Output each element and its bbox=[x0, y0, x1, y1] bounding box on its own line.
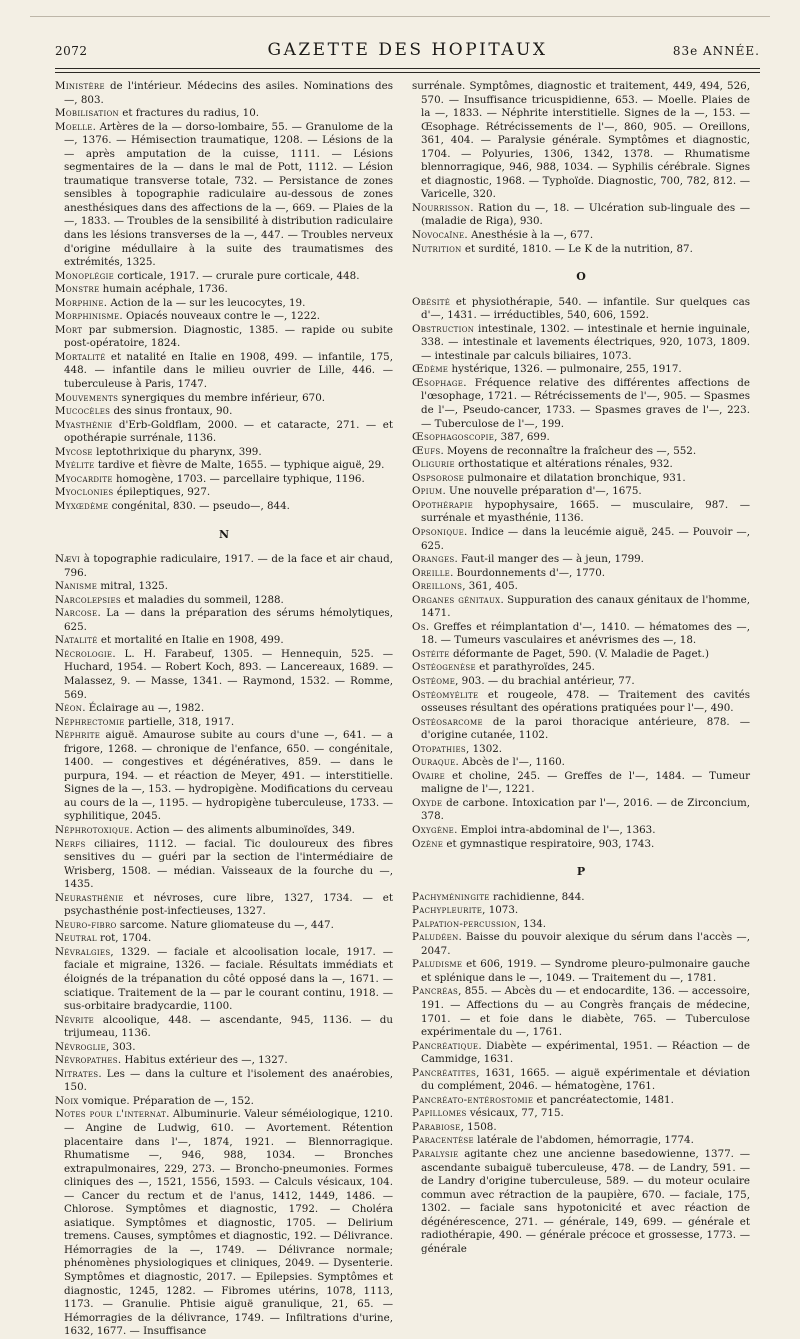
entry-text: , 134. bbox=[516, 917, 547, 930]
index-entry bbox=[412, 567, 750, 581]
entry-headword: Moelle bbox=[55, 120, 93, 133]
index-entry bbox=[412, 716, 750, 743]
index-entry-continuation bbox=[412, 80, 750, 202]
section-letter: O bbox=[576, 270, 586, 284]
entry-headword: Mycose bbox=[55, 445, 93, 458]
index-entry bbox=[55, 283, 393, 297]
index-entry bbox=[412, 675, 750, 689]
right-column bbox=[412, 80, 750, 1256]
entry-headword: Myocardite bbox=[55, 472, 113, 485]
index-entry bbox=[412, 363, 750, 377]
entry-text: par submersion. Diagnostic, 1385. — rapide ou subite post-opératoire, 1824. bbox=[64, 323, 393, 350]
entry-headword: Mort bbox=[55, 323, 83, 336]
index-entry bbox=[55, 446, 393, 460]
index-entry bbox=[55, 932, 393, 946]
entry-headword: Neutral bbox=[55, 932, 97, 945]
entry-text: rachidienne, 844. bbox=[489, 890, 585, 903]
entry-text: . Emploi intra-abdominal de l'—, 1363. bbox=[454, 823, 656, 836]
entry-text: . Albuminurie. Valeur séméiologique, 1210. — Angine de Ludwig, 610. — Avortement. Rétention placentaire dans l'—, 1874, 1921. — Blennorragique. Rhumatisme —, 946, 988, 1034. — Bronches extrapulmonaires, 229, 273. — Broncho-pneumonies. Formes cliniques des —, 1521, 1556, 1593. — Calculs vésicaux, 104. — Cancer du rectum et de l'anus, 1412, 1449, 1486. — Chlorose. Symptômes et diagnostic, 1792. — Choléra asiatique. Symptômes et diagnostic, 1705. — Delirium tremens. Causes, symptômes et diagnostic, 192. — Délivrance. Hémorragies de la —, 1749. — Délivrance normale; phénomènes physiologiques et cliniques, 2049. — Dysenterie. Symptômes et diagnostic, 2017. — Epilepsies. Symptômes et diagnostic, 1245, 1282. — Fibromes utérins, 1078, 1113, 1173. — Granulie. Phtisie aiguë granulique, 21, 65. — Hémorragies de la délivrance, 1749. — Infiltrations d'urine, 1632, 1677. — Insuffisance bbox=[64, 1108, 393, 1338]
index-entry bbox=[55, 419, 393, 446]
entry-headword: Néphrectomie bbox=[55, 715, 125, 728]
entry-text: d'Erb-Goldflam, 2000. — et cataracte, 271. — et opothérapie surrénale, 1136. bbox=[64, 418, 393, 445]
entry-headword: Œdème bbox=[412, 363, 449, 376]
index-entry bbox=[412, 458, 750, 472]
entry-headword: Pancréatites bbox=[412, 1066, 477, 1079]
entry-headword: Nævi bbox=[55, 553, 81, 566]
entry-text: . L. H. Farabeuf, 1305. — Hennequin, 525. — Huchard, 1954. — Robert Koch, 893. — Lancereaux, 1689. — Malassez, 9. — Masse, 1341. — Raymond, 1532. — Romme, 569. bbox=[64, 647, 393, 701]
entry-text: corticale, 1917. — crurale pure corticale, 448. bbox=[114, 269, 360, 282]
index-entry bbox=[412, 958, 750, 985]
entry-text: et fractures du radius, 10. bbox=[118, 107, 260, 120]
entry-text: des sinus frontaux, 90. bbox=[110, 405, 233, 418]
index-entry bbox=[412, 1040, 750, 1067]
entry-headword: Nourrisson bbox=[412, 201, 471, 214]
journal-title: GAZETTE DES HOPITAUX bbox=[267, 40, 548, 60]
entry-headword: Novocaïne bbox=[412, 229, 465, 242]
page-number: 2072 bbox=[55, 44, 88, 58]
entry-text: et rougeole, 478. — Traitement des cavités osseuses résultant des opérations pratiquées pour l'—, 490. bbox=[421, 688, 750, 715]
entry-text: , 855. — Abcès du — et endocardite, 136. — accessoire, 191. — Affections du — au Congrès français de médecine, 1701. — et foie dans le diabète, 765. — Tuberculose expérimentale du —, 1761. bbox=[421, 985, 750, 1039]
entry-headword: Nitrates bbox=[55, 1067, 99, 1080]
entry-text: . Opiacés nouveaux contre le —, 1222. bbox=[119, 310, 321, 323]
entry-headword: Natalité bbox=[55, 634, 98, 647]
entry-headword: Paludéen bbox=[412, 931, 459, 944]
entry-headword: Néphrite bbox=[55, 729, 101, 742]
entry-text: . Habitus extérieur des —, 1327. bbox=[117, 1054, 288, 1067]
entry-headword: Œufs bbox=[412, 444, 441, 457]
index-entry bbox=[55, 729, 393, 824]
entry-text: . Greffes et réimplantation d'—, 1410. — hématomes des —, 18. — Tumeurs vasculaires et anévrismes des —, 18. bbox=[421, 620, 750, 647]
entry-headword: Mortalité bbox=[55, 350, 106, 363]
entry-headword: Ostéome bbox=[412, 674, 456, 687]
index-entry bbox=[412, 1067, 750, 1094]
index-entry bbox=[55, 351, 393, 392]
entry-headword: Narcolepsies bbox=[55, 593, 121, 606]
entry-text: . Éclairage au —, 1982. bbox=[82, 702, 205, 715]
entry-text: . Baisse du pouvoir alexique du sérum dans l'accès —, 2047. bbox=[421, 931, 750, 957]
index-entry bbox=[55, 580, 393, 594]
index-entry bbox=[412, 648, 750, 662]
section-letter: P bbox=[576, 865, 586, 879]
index-entry bbox=[412, 904, 750, 918]
entry-headword: Pachypleurite bbox=[412, 904, 483, 917]
entry-headword: Opium bbox=[412, 485, 443, 498]
index-entry bbox=[55, 716, 393, 730]
index-entry bbox=[412, 1107, 750, 1121]
entry-text: à topographie radiculaire, 1917. — de la face et air chaud, 796. bbox=[64, 553, 393, 579]
entry-text: pulmonaire et dilatation bronchique, 931. bbox=[464, 471, 686, 484]
entry-text: et névroses, cure libre, 1327, 1734. — et psychasthénie post-infectieuses, 1327. bbox=[64, 891, 393, 918]
entry-text: et natalité en Italie en 1908, 499. — infantile, 175, 448. — infantile dans le milieu ouvrier de Lille, 446. — tuberculeuse à Paris, 1747. bbox=[64, 350, 393, 391]
entry-headword: Mobilisation bbox=[55, 107, 119, 120]
entry-text: aiguë. Amaurose subite au cours d'une —, 641. — a frigore, 1268. — chronique de l'enfance, 650. — congénitale, 1400. — congestives et dégénératives, 859. — dans le purpura, 194. — et réaction de Meyer, 491. — interstitielle. Signes de la —, 153. — hydropigène. Modifications du cerveau au cours de la —, 1195. — hydropigène tuberculeuse, 1733. — syphilitique, 2045. bbox=[64, 729, 393, 823]
entry-text: , 903. — du brachial antérieur, 77. bbox=[455, 674, 635, 687]
entry-headword: Névrite bbox=[55, 1013, 95, 1026]
entry-text: de carbone. Intoxication par l'—, 2016. — de Zirconcium, 378. bbox=[421, 796, 750, 823]
entry-text: intestinale, 1302. — intestinale et hernie inguinale, 338. — intestinale et lavements électriques, 920, 1073, 1809. — intestinale par calculs biliaires, 1073. bbox=[421, 322, 750, 362]
index-entry bbox=[412, 689, 750, 716]
index-entry bbox=[412, 824, 750, 838]
entry-headword: Œsophagoscopie bbox=[412, 431, 495, 444]
entry-headword: Mouvements bbox=[55, 391, 119, 404]
entry-text: . Action de la — sur les leucocytes, 19. bbox=[103, 296, 306, 309]
entry-headword: Myélite bbox=[55, 459, 95, 472]
entry-text: leptothrixique du pharynx, 399. bbox=[92, 445, 262, 458]
index-entry bbox=[55, 838, 393, 892]
entry-headword: Nutrition bbox=[412, 242, 462, 255]
entry-text: , 1508. bbox=[460, 1120, 497, 1133]
entry-text: . Faut-il manger des — à jeun, 1799. bbox=[454, 553, 644, 566]
entry-text: tardive et fièvre de Malte, 1655. — typhique aiguë, 29. bbox=[94, 459, 385, 472]
entry-text: , 387, 699. bbox=[494, 431, 550, 444]
entry-text: . Anesthésie à la —, 677. bbox=[464, 229, 594, 242]
page-header bbox=[55, 40, 760, 64]
entry-headword: Ozène bbox=[412, 837, 444, 850]
entry-headword: Opothérapie bbox=[412, 498, 473, 511]
entry-headword: Notes pour l'internat bbox=[55, 1108, 167, 1121]
entry-text: , 361, 405. bbox=[462, 580, 518, 593]
entry-headword: Morphine bbox=[55, 296, 104, 309]
entry-text: épileptiques, 927. bbox=[113, 486, 211, 499]
section-letter: N bbox=[218, 527, 230, 541]
entry-text: , 303. bbox=[106, 1040, 136, 1053]
index-entry bbox=[55, 1054, 393, 1068]
entry-text: synergiques du membre inférieur, 670. bbox=[118, 391, 326, 404]
index-entry bbox=[412, 431, 750, 445]
index-entry bbox=[55, 324, 393, 351]
entry-text: . Action — des aliments albuminoïdes, 349. bbox=[129, 823, 355, 836]
entry-headword: Oxygène bbox=[412, 823, 455, 836]
entry-text: et gymnastique respiratoire, 903, 1743. bbox=[443, 837, 655, 850]
index-entry bbox=[55, 946, 393, 1014]
entry-text: . Moyens de reconnaître la fraîcheur des —, 552. bbox=[440, 444, 697, 457]
index-entry bbox=[55, 405, 393, 419]
index-entry bbox=[412, 1094, 750, 1108]
index-entry bbox=[55, 500, 393, 514]
index-entry bbox=[412, 770, 750, 797]
index-entry bbox=[412, 1134, 750, 1148]
entry-text: . Artères de la — dorso-lombaire, 55. — Granulome de la —, 1376. — Hémisection traumatique, 1208. — Lésions de la — après amputation de la cuisse, 1111. — Lésions segmentaires de la — dans le mal de Pott, 1112. — Lésion traumatique transverse totale, 732. — Persistance de zones sensibles à topographie radiculaire au-dessous de zones anesthésiques dans des affections de la —, 669. — Plaies de la —, 1833. — Troubles de la sensibilité à distribution radiculaire dans les lésions transverses de la —, 447. — Troubles nerveux d'origine médullaire à la suite des traumatismes des extrémités, 1325. bbox=[64, 120, 393, 269]
entry-headword: Myasthénie bbox=[55, 418, 113, 431]
entry-headword: Ospsorose bbox=[412, 471, 465, 484]
entry-headword: Mucocèles bbox=[55, 405, 111, 418]
index-entry bbox=[412, 553, 750, 567]
index-entry bbox=[55, 310, 393, 324]
index-entry bbox=[412, 445, 750, 459]
entry-headword: Pancréato-entérostomie bbox=[412, 1093, 534, 1106]
entry-headword: Pachyméningite bbox=[412, 890, 490, 903]
index-entry bbox=[55, 80, 393, 107]
entry-headword: Narcose bbox=[55, 607, 98, 620]
entry-headword: Oligurie bbox=[412, 458, 455, 471]
entry-headword: Névralgies bbox=[55, 945, 111, 958]
index-entry bbox=[55, 553, 393, 580]
entry-text: hypophysaire, 1665. — musculaire, 987. — surrénale et myasthénie, 1136. bbox=[421, 498, 750, 525]
entry-headword: Nerfs bbox=[55, 837, 86, 850]
entry-text: . Les — dans la culture et l'isolement des anaérobies, 150. bbox=[64, 1067, 393, 1094]
index-entry bbox=[412, 918, 750, 932]
index-entry bbox=[55, 121, 393, 270]
entry-text: , 1631, 1665. — aiguë expérimentale et déviation du complément, 2046. — hématogène, 1761. bbox=[421, 1066, 750, 1093]
entry-text: de la paroi thoracique antérieure, 878. — d'origine cutanée, 1102. bbox=[421, 715, 750, 742]
index-entry bbox=[412, 1148, 750, 1256]
entry-headword: Ostéosarcome bbox=[412, 715, 483, 728]
entry-headword: Oxyde bbox=[412, 796, 443, 809]
entry-headword: Ostéogenèse bbox=[412, 661, 476, 674]
index-entry bbox=[55, 1108, 393, 1338]
entry-text: . Ration du —, 18. — Ulcération sub-linguale des — (maladie de Riga), 930. bbox=[421, 201, 750, 228]
entry-text: humain acéphale, 1736. bbox=[99, 283, 228, 296]
entry-headword: Œsophage bbox=[412, 376, 464, 389]
entry-headword: Neuro-fibro bbox=[55, 918, 117, 931]
entry-headword: Myxœdème bbox=[55, 499, 109, 512]
entry-headword: Paracentèse bbox=[412, 1134, 474, 1147]
index-entry bbox=[55, 892, 393, 919]
entry-text: rot, 1704. bbox=[96, 932, 152, 945]
index-entry bbox=[55, 486, 393, 500]
entry-headword: Obésité bbox=[412, 295, 451, 308]
entry-text: . La — dans la préparation des sérums hémolytiques, 625. bbox=[64, 607, 393, 633]
entry-headword: Nanisme bbox=[55, 580, 98, 593]
entry-headword: Papillomes bbox=[412, 1107, 467, 1120]
entry-headword: Otopathies bbox=[412, 742, 467, 755]
entry-text: vomique. Préparation de —, 152. bbox=[78, 1094, 254, 1107]
index-entry bbox=[412, 580, 750, 594]
entry-text: . Une nouvelle préparation d'—, 1675. bbox=[442, 485, 642, 498]
index-entry bbox=[55, 473, 393, 487]
index-entry bbox=[412, 472, 750, 486]
index-entry bbox=[412, 931, 750, 958]
entry-headword: Ministère bbox=[55, 80, 105, 92]
entry-headword: Ouraque bbox=[412, 756, 456, 769]
entry-headword: Pancréas bbox=[412, 985, 459, 998]
entry-text: homogène, 1703. — parcellaire typhique, 1196. bbox=[112, 472, 365, 485]
index-entry bbox=[55, 107, 393, 121]
entry-text: . Suppuration des canaux génitaux de l'homme, 1471. bbox=[421, 593, 751, 620]
entry-text: partielle, 318, 1917. bbox=[124, 715, 235, 728]
index-entry bbox=[412, 756, 750, 770]
entry-headword: Obstruction bbox=[412, 322, 475, 335]
entry-text: latérale de l'abdomen, hémorragie, 1774. bbox=[473, 1134, 694, 1147]
entry-text: vésicaux, 77, 715. bbox=[466, 1107, 564, 1120]
index-entry bbox=[412, 526, 750, 553]
entry-headword: Névroglie bbox=[55, 1040, 106, 1053]
entry-headword: Ostéomyélite bbox=[412, 688, 479, 701]
entry-headword: Paralysie bbox=[412, 1148, 459, 1161]
entry-headword: Nécrologie bbox=[55, 647, 113, 660]
index-entry bbox=[55, 594, 393, 608]
entry-headword: Myoclonies bbox=[55, 486, 114, 499]
entry-text: et mortalité en Italie en 1908, 499. bbox=[97, 634, 284, 647]
index-entry bbox=[412, 229, 750, 243]
entry-headword: Monoplégie bbox=[55, 269, 115, 282]
entry-text: , 1073. bbox=[482, 904, 519, 917]
index-entry bbox=[412, 202, 750, 229]
index-entry bbox=[412, 621, 750, 648]
entry-text: . Bourdonnements d'—, 1770. bbox=[450, 566, 606, 579]
entry-text: et pancréatectomie, 1481. bbox=[533, 1093, 674, 1106]
entry-headword: Oreille bbox=[412, 566, 451, 579]
entry-text: mitral, 1325. bbox=[97, 580, 168, 593]
entry-text: et choline, 245. — Greffes de l'—, 1484. — Tumeur maligne de l'—, 1221. bbox=[421, 769, 750, 796]
index-entry bbox=[55, 824, 393, 838]
entry-text: . Fréquence relative des différentes affections de l'œsophage, 1721. — Rétrécissements de l'—, 905. — Spasmes de l'—, Pseudo-cancer, 1733. — Spasmes graves de l'—, 223. — Tuberculose de l'—, 199. bbox=[421, 376, 750, 430]
entry-text: et surdité, 1810. — Le K de la nutrition, 87. bbox=[461, 242, 693, 255]
index-entry bbox=[55, 1014, 393, 1041]
index-entry bbox=[412, 1121, 750, 1135]
entry-headword: Paludisme bbox=[412, 958, 463, 971]
index-entry bbox=[412, 838, 750, 852]
index-entry bbox=[412, 594, 750, 621]
entry-text: et parathyroïdes, 245. bbox=[475, 661, 595, 674]
entry-text: alcoolique, 448. — ascendante, 945, 1136. — du trijumeau, 1136. bbox=[64, 1013, 393, 1040]
entry-headword: Noix bbox=[55, 1094, 79, 1107]
index-entry bbox=[412, 743, 750, 757]
entry-headword: Parabiose bbox=[412, 1120, 461, 1133]
index-entry bbox=[412, 377, 750, 431]
entry-text: . Diabète — expérimental, 1951. — Réaction — de Cammidge, 1631. bbox=[421, 1039, 750, 1066]
entry-text: congénital, 830. — pseudo—, 844. bbox=[108, 499, 290, 512]
entry-headword: Palpation-percussion bbox=[412, 917, 517, 930]
entry-text: . Abcès de l'—, 1160. bbox=[455, 756, 565, 769]
entry-headword: Ostéite bbox=[412, 647, 450, 660]
entry-text: , 1302. bbox=[466, 742, 503, 755]
index-entry bbox=[412, 323, 750, 364]
top-rule bbox=[30, 16, 770, 17]
entry-headword: Néon bbox=[55, 702, 83, 715]
entry-text: déformante de Paget, 590. (V. Maladie de Paget.) bbox=[449, 647, 709, 660]
index-entry bbox=[55, 648, 393, 702]
index-entry bbox=[412, 661, 750, 675]
entry-headword: Os bbox=[412, 620, 426, 633]
index-entry bbox=[55, 459, 393, 473]
entry-headword: Pancréatique bbox=[412, 1039, 479, 1052]
entry-headword: Oreillons bbox=[412, 580, 463, 593]
left-column bbox=[55, 80, 393, 1339]
entry-text: et maladies du sommeil, 1288. bbox=[120, 593, 284, 606]
entry-headword: Opsonique bbox=[412, 525, 465, 538]
index-entry bbox=[55, 702, 393, 716]
index-entry bbox=[55, 634, 393, 648]
entry-headword: Organes génitaux bbox=[412, 593, 501, 606]
entry-text: agitante chez une ancienne basedowienne, 1377. — ascendante subaiguë tuberculeuse, 478. — de Landry, 591. — de Landry d'origine tuberculeuse, 589. — du moteur oculaire commun avec rétraction de la paupière, 670. — faciale, 175, 1302. — faciale sans hypotonicité et avec réaction de dégénérescence, 271. — générale, 149, 699. — générale et radiothérapie, 490. — générale précoce et grossesse, 1773. — générale bbox=[421, 1148, 750, 1255]
entry-headword: Ovaire bbox=[412, 769, 446, 782]
entry-text: , 1329. — faciale et alcoolisation locale, 1917. — faciale et migraine, 1326. — faciale. Résultats immédiats et éloignés de la trépanation du côté opposé dans la —, 1671. — sciatique. Traitement de la — par le courant continu, 1918. — sus-orbitaire bradycardie, 1100. bbox=[64, 945, 393, 1013]
index-entry bbox=[55, 1095, 393, 1109]
entry-text: . Indice — dans la leucémie aiguë, 245. — Pouvoir —, 625. bbox=[421, 525, 750, 552]
entry-text: de l'intérieur. Médecins des asiles. Nominations des —, 803. bbox=[64, 80, 393, 106]
index-entry bbox=[55, 1068, 393, 1095]
entry-text: et physiothérapie, 540. — infantile. Sur quelques cas d'—, 1431. — irréductibles, 540, 606, 1592. bbox=[421, 295, 750, 322]
entry-text: hystérique, 1326. — pulmonaire, 255, 1917. bbox=[448, 363, 682, 376]
index-entry bbox=[55, 392, 393, 406]
entry-text: orthostatique et altérations rénales, 932. bbox=[454, 458, 673, 471]
index-entry bbox=[412, 296, 750, 323]
entry-headword: Morphinisme bbox=[55, 310, 120, 323]
entry-headword: Oranges bbox=[412, 553, 455, 566]
entry-headword: Neurasthénie bbox=[55, 891, 124, 904]
index-entry bbox=[412, 485, 750, 499]
index-entry bbox=[55, 270, 393, 284]
index-entry bbox=[412, 499, 750, 526]
index-entry bbox=[412, 243, 750, 257]
year-label: 83e ANNÉE. bbox=[672, 44, 760, 58]
index-entry bbox=[412, 797, 750, 824]
entry-headword: Névropathes bbox=[55, 1054, 118, 1067]
index-entry bbox=[55, 1041, 393, 1055]
entry-text: surrénale. Symptômes, diagnostic et traitement, 449, 494, 526, 570. — Insuffisance tricuspidienne, 653. — Moelle. Plaies de la —, 1833. — Néphrite interstitielle. Signes de la —, 153. — Œsophage. Rétrécissements de l'—, 860, 905. — Oreillons, 361, 404. — Paralysie générale. Symptômes et diagnostic, 1704. — Polyuries, 1306, 1342, 1378. — Rhumatisme blennorragique, 946, 988, 1034. — Syphilis cérébrale. Signes et diagnostic, 1968. — Typhoïde. Diagnostic, 700, 782, 812. — Varicelle, 320. bbox=[412, 80, 750, 201]
index-entry bbox=[412, 985, 750, 1039]
entry-headword: Néphrotoxique bbox=[55, 823, 130, 836]
entry-headword: Monstre bbox=[55, 283, 100, 296]
index-entry bbox=[412, 891, 750, 905]
index-entry bbox=[55, 607, 393, 634]
entry-text: sarcome. Nature gliomateuse du —, 447. bbox=[116, 918, 334, 931]
entry-text: et 606, 1919. — Syndrome pleuro-pulmonaire gauche et splénique dans le —, 1049. — Traitement du —, 1781. bbox=[421, 958, 750, 984]
index-entry bbox=[55, 297, 393, 311]
index-entry bbox=[55, 919, 393, 933]
header-rule bbox=[55, 68, 760, 73]
entry-text: ciliaires, 1112. — facial. Tic douloureux des fibres sensitives du — guéri par la section de l'intermédiaire de Wrisberg, 1508. — médian. Vaisseaux de la fourche du —, 1435. bbox=[64, 837, 393, 891]
